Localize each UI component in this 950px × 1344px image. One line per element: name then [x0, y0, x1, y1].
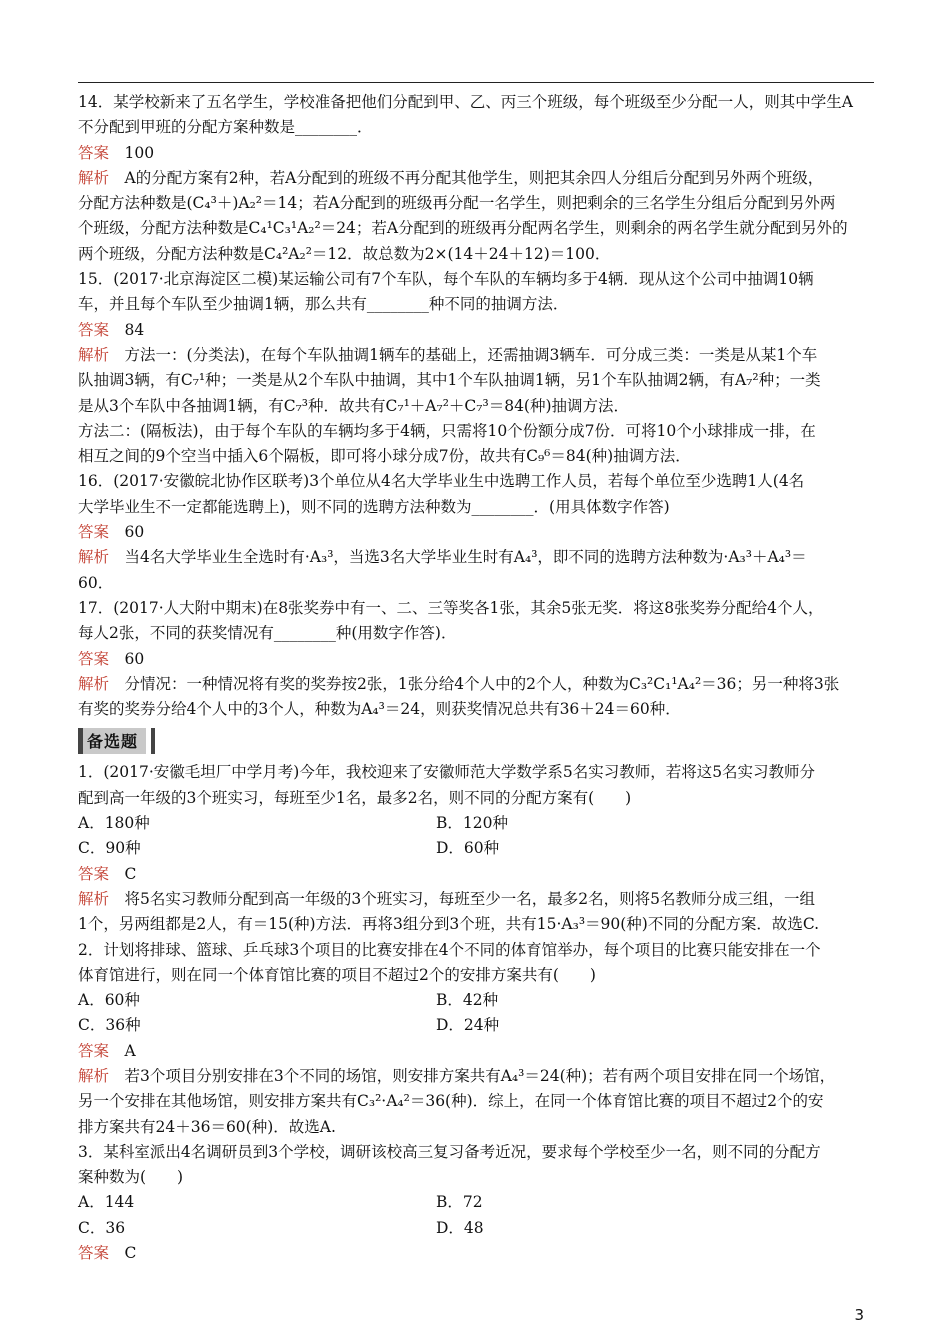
question-stem-line: 案种数为( ) [78, 1168, 184, 1187]
question-17 [78, 596, 874, 722]
option-b: B．42种 [436, 991, 499, 1010]
answer-line [78, 1039, 874, 1064]
analysis-text: 分情况：一种情况将有奖的奖券按2张，1张分给4个人中的2个人，种数为C₃²C₁¹A₄²＝36；另一种将3张 [124, 674, 840, 693]
analysis-text: 方法一：(分类法)，在每个车队抽调1辆车的基础上，还需抽调3辆车．可分成三类：一类是从某1个车 [124, 345, 818, 364]
question-stem-line: 配到高一年级的3个班实习，每班至少1名，最多2名，则不同的分配方案有( ) [78, 788, 632, 807]
options-row [78, 1190, 874, 1215]
analysis-line [78, 887, 874, 912]
answer-value: A [124, 1041, 136, 1060]
analysis-line: 个班级，分配方法种数是C₄¹C₃¹A₂²＝24；若A分配到的班级再分配两名学生，则剩余的两名学生就分配到另外的 [78, 219, 848, 238]
backup-question-2 [78, 938, 874, 1140]
question-stem-line: 16．(2017·安徽皖北协作区联考)3个单位从4名大学毕业生中选聘工作人员，若每个单位至少选聘1人(4名 [78, 472, 805, 491]
answer-label: 答案 [78, 1041, 110, 1060]
analysis-line [78, 545, 874, 570]
analysis-text: 当4名大学毕业生全选时有·A₃³，当选3名大学毕业生时有A₄³，即不同的选聘方法种数为·A₃³＋A₄³＝ [124, 548, 807, 567]
analysis-line: 1个，另两组都是2人，有＝15(种)方法．再将3组分到3个班，共有15·A₃³＝90(种)不同的分配方案．故选C. [78, 915, 820, 934]
analysis-line: 是从3个车队中各抽调1辆，有C₇³种．故共有C₇¹＋A₇²＋C₇³＝84(种)抽调方法． [78, 396, 630, 415]
section-title: 备选题 [78, 728, 146, 754]
analysis-text: 若3个项目分别安排在3个不同的场馆，则安排方案共有A₄³＝24(种)；若有两个项目安排在同一个场馆， [124, 1066, 836, 1085]
analysis-line [78, 343, 874, 368]
options-row [78, 1216, 874, 1241]
option-a: A．60种 [78, 991, 140, 1010]
analysis-line: 另一个安排在其他场馆，则安排方案共有C₃²·A₄²＝36(种)．综上，在同一个体育馆比赛的项目不超过2个的安 [78, 1092, 824, 1111]
analysis-line: 分配方法种数是(C₄³＋)A₂²＝14；若A分配到的班级再分配一名学生，则把剩余的三名学生分组后分配到另外两 [78, 194, 836, 213]
analysis-text: 将5名实习教师分配到高一年级的3个班实习，每班至少一名，最多2名，则将5名教师分成三组，一组 [124, 889, 815, 908]
analysis-line: 60． [78, 573, 114, 592]
answer-line [78, 647, 874, 672]
question-stem-line: 2．计划将排球、篮球、乒乓球3个项目的比赛安排在4个不同的体育馆举办，每个项目的比赛只能安排在一个 [78, 940, 821, 959]
answer-label: 答案 [78, 523, 110, 542]
analysis-text: A的分配方案有2种，若A分配到的班级不再分配其他学生，则把其余四人分组后分配到另外两个班级， [124, 168, 824, 187]
question-stem-line: 3．某科室派出4名调研员到3个学校，调研该校高三复习备考近况，要求每个学校至少一名，则不同的分配方 [78, 1142, 821, 1161]
question-14 [78, 90, 874, 267]
options-row [78, 836, 874, 861]
answer-line [78, 862, 874, 887]
question-stem-line: 不分配到甲班的分配方案种数是________． [78, 118, 373, 137]
section-header [78, 728, 874, 756]
answer-line [78, 1241, 874, 1266]
answer-line [78, 318, 874, 343]
header-rule [78, 82, 874, 83]
question-stem-line: 每人2张，不同的获奖情况有________种(用数字作答)． [78, 624, 457, 643]
options-row [78, 988, 874, 1013]
option-d: D．60种 [436, 839, 500, 858]
answer-label: 答案 [78, 143, 110, 162]
option-c: C．90种 [78, 839, 141, 858]
backup-question-3 [78, 1140, 874, 1266]
answer-label: 答案 [78, 649, 110, 668]
question-stem-line: 车，并且每个车队至少抽调1辆，那么共有________种不同的抽调方法． [78, 295, 569, 314]
option-c: C．36种 [78, 1016, 141, 1035]
page-content [78, 90, 874, 1266]
option-b: B．120种 [436, 814, 508, 833]
page-number: 3 [854, 1306, 864, 1324]
option-c: C．36 [78, 1218, 126, 1237]
question-stem-line: 15．(2017·北京海淀区二模)某运输公司有7个车队，每个车队的车辆均多于4辆．现从这个公司中抽调10辆 [78, 270, 814, 289]
answer-value: C [124, 1244, 137, 1263]
answer-line [78, 520, 874, 545]
analysis-line: 排方案共有24＋36＝60(种)．故选A. [78, 1117, 336, 1136]
option-d: D．48 [436, 1218, 484, 1237]
answer-label: 答案 [78, 864, 110, 883]
analysis-line: 方法二：(隔板法)，由于每个车队的车辆均多于4辆，只需将10个份额分成7份．可将10个小球排成一排，在 [78, 421, 816, 440]
analysis-label: 解析 [78, 889, 110, 908]
analysis-label: 解析 [78, 168, 110, 187]
options-row [78, 811, 874, 836]
options-row [78, 1013, 874, 1038]
answer-line [78, 141, 874, 166]
answer-value: 84 [124, 320, 145, 339]
analysis-label: 解析 [78, 1066, 110, 1085]
analysis-label: 解析 [78, 345, 110, 364]
option-b: B．72 [436, 1193, 483, 1212]
answer-value: 60 [124, 523, 145, 542]
question-15 [78, 267, 874, 469]
answer-value: C [124, 864, 137, 883]
answer-value: 60 [124, 649, 145, 668]
backup-question-1 [78, 760, 874, 937]
question-stem-line: 体育馆进行，则在同一个体育馆比赛的项目不超过2个的安排方案共有( ) [78, 965, 596, 984]
question-stem-line: 1．(2017·安徽毛坦厂中学月考)今年，我校迎来了安徽师范大学数学系5名实习教师，若将这5名实习教师分 [78, 763, 816, 782]
question-stem-line: 大学毕业生不一定都能选聘上)，则不同的选聘方法种数为________．(用具体数字作答) [78, 497, 670, 516]
analysis-line [78, 1064, 874, 1089]
analysis-label: 解析 [78, 674, 110, 693]
answer-value: 100 [124, 143, 155, 162]
option-a: A．144 [78, 1193, 135, 1212]
question-16 [78, 469, 874, 595]
answer-label: 答案 [78, 320, 110, 339]
analysis-line: 两个班级，分配方法种数是C₄²A₂²＝12．故总数为2×(14＋24＋12)＝100． [78, 244, 611, 263]
analysis-line: 相互之间的9个空当中插入6个隔板，即可将小球分成7份，故共有C₉⁶＝84(种)抽调方法． [78, 447, 691, 466]
analysis-line: 队抽调3辆，有C₇¹种；一类是从2个车队中抽调，其中1个车队抽调1辆，另1个车队抽调2辆，有A₇²种；一类 [78, 371, 821, 390]
option-d: D．24种 [436, 1016, 500, 1035]
analysis-line [78, 672, 874, 697]
question-stem-line: 17．(2017·人大附中期末)在8张奖券中有一、二、三等奖各1张，其余5张无奖．将这8张奖券分配给4个人， [78, 598, 824, 617]
question-stem-line: 14．某学校新来了五名学生，学校准备把他们分配到甲、乙、丙三个班级，每个班级至少分配一人，则其中学生A [78, 93, 853, 111]
analysis-line: 有奖的奖券分给4个人中的3个人，种数为A₄³＝24，则获奖情况总共有36＋24＝60种． [78, 700, 681, 719]
analysis-line [78, 166, 874, 191]
analysis-label: 解析 [78, 548, 110, 567]
answer-label: 答案 [78, 1244, 110, 1263]
option-a: A．180种 [78, 814, 150, 833]
